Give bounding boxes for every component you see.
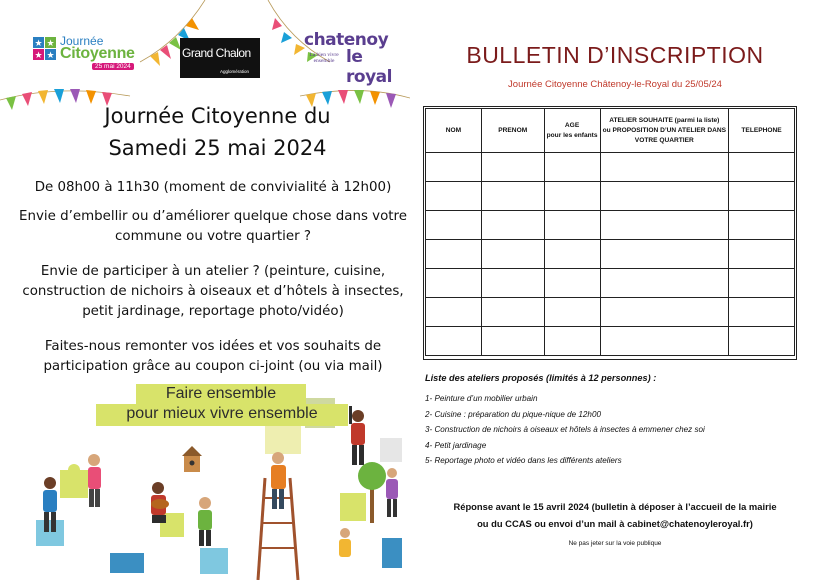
grand-chalon-logo — [180, 38, 260, 78]
workshop-list — [425, 391, 820, 469]
form-title: BULLETIN D’INSCRIPTION — [466, 42, 764, 68]
prenom-cell[interactable] — [481, 182, 544, 211]
atelier-cell[interactable] — [600, 298, 729, 327]
telephone-cell[interactable] — [729, 240, 795, 269]
list-item: 4- Petit jardinage — [425, 440, 487, 450]
age-cell[interactable] — [544, 182, 600, 211]
telephone-cell[interactable] — [729, 211, 795, 240]
svg-text:★: ★ — [46, 51, 55, 61]
atelier-cell[interactable] — [600, 153, 729, 182]
registration-form-panel — [410, 0, 820, 580]
column-header-telephone: TELEPHONE — [729, 109, 795, 153]
nom-cell[interactable] — [426, 298, 482, 327]
atelier-cell[interactable] — [600, 269, 729, 298]
prenom-cell[interactable] — [481, 269, 544, 298]
slogan-line2: pour mieux vivre ensemble — [126, 405, 318, 422]
nom-cell[interactable] — [426, 211, 482, 240]
svg-text:★: ★ — [34, 51, 43, 61]
column-header-age — [544, 109, 600, 153]
svg-text:★: ★ — [46, 39, 55, 49]
schedule-paragraph: De 08h00 à 11h30 (moment de convivialité à 12h00) — [34, 180, 392, 195]
table-row — [426, 298, 795, 327]
column-header-nom: NOM — [426, 109, 482, 153]
prenom-cell[interactable] — [481, 298, 544, 327]
nom-cell[interactable] — [426, 327, 482, 356]
age-cell[interactable] — [544, 240, 600, 269]
age-cell[interactable] — [544, 269, 600, 298]
workshop-list-title: Liste des ateliers proposés (limités à 12 personnes) : — [425, 373, 657, 383]
column-header-atelier — [600, 109, 729, 153]
chatenoy-le-royal-logo — [300, 30, 400, 87]
table-row — [426, 153, 795, 182]
list-item: 2- Cuisine : préparation du pique-nique de 12h00 — [425, 409, 601, 419]
telephone-cell[interactable] — [729, 182, 795, 211]
atelier-header-line3: VOTRE QUARTIER — [634, 136, 694, 144]
prenom-cell[interactable] — [481, 327, 544, 356]
prenom-cell[interactable] — [481, 153, 544, 182]
column-header-prenom: PRENOM — [481, 109, 544, 153]
slogan-banner-bottom — [96, 404, 348, 426]
atelier-header-line2: ou PROPOSITION D’UN ATELIER DANS — [602, 126, 727, 134]
response-instructions — [415, 498, 815, 532]
list-item: 5- Reportage photo et vidéo dans les différents ateliers — [425, 456, 622, 466]
embellish-paragraph: Envie d’embellir ou d’améliorer quelque chose dans votre commune ou votre quartier ? — [19, 209, 407, 244]
telephone-cell[interactable] — [729, 298, 795, 327]
banner-accent-bar — [349, 406, 352, 424]
feedback-paragraph: Faites-nous remonter vos idées et vos souhaits de participation grâce au coupon ci-joint (ou via mail) — [43, 339, 383, 374]
list-item: 1- Peinture d’un mobilier urbain — [425, 394, 538, 403]
nom-cell[interactable] — [426, 269, 482, 298]
response-line1: Réponse avant le 15 avril 2024 (bulletin à déposer à l’accueil de la mairie — [453, 501, 777, 512]
logo-grand-chalon-text: Grand Chalon — [182, 46, 251, 60]
atelier-cell[interactable] — [600, 240, 729, 269]
telephone-cell[interactable] — [729, 269, 795, 298]
age-cell[interactable] — [544, 298, 600, 327]
logo-agglomeration-text: Agglomération — [220, 69, 250, 74]
journee-citoyenne-logo — [30, 34, 140, 70]
telephone-cell[interactable] — [729, 327, 795, 356]
nom-cell[interactable] — [426, 153, 482, 182]
response-line2: ou du CCAS ou envoi d’un mail à cabinet@chatenoyleroyal.fr) — [477, 518, 753, 529]
table-row — [426, 240, 795, 269]
prenom-cell[interactable] — [481, 240, 544, 269]
table-row — [426, 269, 795, 298]
logo-citoyenne-text: Citoyenne — [60, 45, 135, 62]
slogan-banner-top — [136, 384, 306, 404]
event-title-line2: Samedi 25 mai 2024 — [108, 136, 327, 160]
prenom-cell[interactable] — [481, 211, 544, 240]
atelier-header-line1: ATELIER SOUHAITE (parmi la liste) — [609, 116, 720, 124]
star-icon — [32, 36, 58, 62]
age-header-line1: AGE — [564, 121, 580, 129]
table-row — [426, 182, 795, 211]
svg-text:★: ★ — [34, 39, 43, 49]
registration-table — [425, 108, 795, 356]
table-row — [426, 327, 795, 356]
workshop-paragraph: Envie de participer à un atelier ? (peinture, cuisine, construction de nichoirs à oiseaux et d’hôtels à insectes, petit jardinage, reportage photo/vidéo) — [22, 264, 404, 319]
logo-le-royal-text: le royal — [346, 47, 392, 87]
event-title — [40, 100, 395, 164]
table-header-row — [426, 109, 795, 153]
table-row — [426, 211, 795, 240]
logo-chatenoy-text: chatenoy — [304, 30, 389, 50]
nom-cell[interactable] — [426, 182, 482, 211]
atelier-cell[interactable] — [600, 211, 729, 240]
age-cell[interactable] — [544, 327, 600, 356]
logo-tagline: La bien vivre ensemble — [309, 52, 339, 64]
nom-cell[interactable] — [426, 240, 482, 269]
event-title-line1: Journée Citoyenne du — [104, 104, 331, 128]
telephone-cell[interactable] — [729, 153, 795, 182]
age-cell[interactable] — [544, 211, 600, 240]
list-item: 3- Construction de nichoirs à oiseaux et hôtels à insectes à emmener chez soi — [425, 425, 705, 435]
logo-journee-text: Journée — [60, 34, 104, 48]
form-subtitle: Journée Citoyenne Châtenoy-le-Royal du 25/05/24 — [508, 79, 722, 90]
slogan-line1: Faire ensemble — [165, 385, 277, 402]
atelier-cell[interactable] — [600, 327, 729, 356]
atelier-cell[interactable] — [600, 182, 729, 211]
litter-notice: Ne pas jeter sur la voie publique — [568, 540, 662, 547]
age-header-line2: pour les enfants — [546, 131, 598, 139]
age-cell[interactable] — [544, 153, 600, 182]
logo-date-badge: 25 mai 2024 — [92, 63, 134, 70]
